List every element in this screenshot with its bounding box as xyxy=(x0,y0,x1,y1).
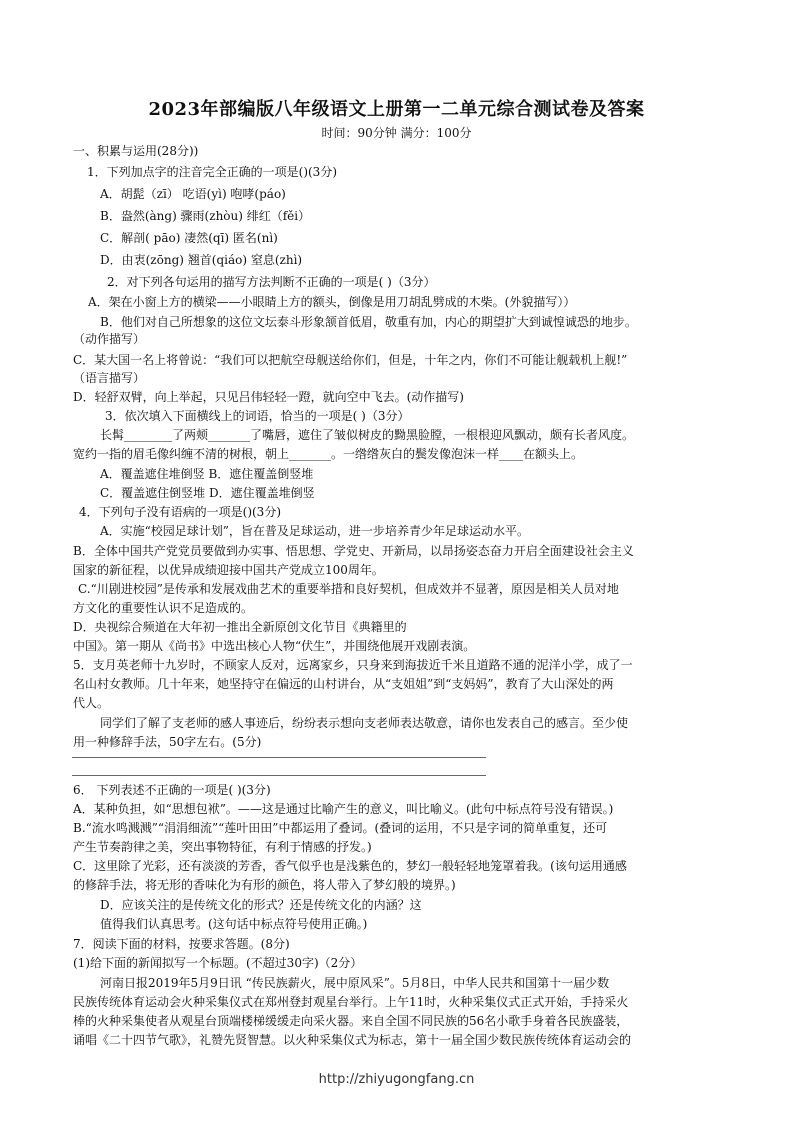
option-line: A．架在小窗上方的横梁——小眼睛上方的额头，倒像是用刀胡乱劈成的木柴。(外貌描写）） xyxy=(88,295,576,309)
option-line: B．盎然(àng) 骤雨(zhòu) 绯红（fěi） xyxy=(100,209,311,223)
question-4: 4．下列句子没有语病的一项是()(3分) xyxy=(79,505,281,519)
sub-question: (1)给下面的新闻拟写一个标题。(不超过30字)（2分） xyxy=(73,956,363,970)
text-line: 产生节奏韵律之美，突出事物特征，有利于情感的抒发。) xyxy=(73,840,372,854)
text-line: 代人。 xyxy=(73,696,110,710)
option-line: A．某种负担，如“思想包袱”。——这是通过比喻产生的意义，叫比喻义。(此句中标点符号没有错误。) xyxy=(73,802,614,816)
text-line: 宽约一指的眉毛像纠缠不清的树根，朝上_______。一绺绺灰白的鬓发像泡沫一样____在额头上。 xyxy=(73,447,584,461)
option-line: C．这里除了光彩，还有淡淡的芳香，香气似乎也是浅紫色的，梦幻一般轻轻地笼罩着我。(该句运用通感 xyxy=(73,859,627,873)
question-3: 3．依次填入下面横线上的词语，恰当的一项是( )（3分） xyxy=(105,409,410,423)
answer-line[interactable] xyxy=(72,775,486,776)
page-title: 2023年部编版八年级语文上册第一二单元综合测试卷及答案 xyxy=(148,99,645,120)
exam-meta: 时间：90分钟 满分：100分 xyxy=(321,126,472,140)
question-1: 1．下列加点字的注音完全正确的一项是()(3分) xyxy=(87,165,337,179)
text-line: 河南日报2019年5月9日讯 “传民族薪火，展中原风采”。5月8日，中华人民共和国第十一届少数 xyxy=(100,976,610,990)
option-line: D．央视综合频道在大年初一推出全新原创文化节目《典籍里的 xyxy=(73,620,407,634)
section-heading: 一、积累与运用(28分)) xyxy=(73,144,199,158)
option-line: D．应该关注的是传统文化的形式？还是传统文化的内涵？这 xyxy=(100,898,422,912)
option-line: A．覆盖遮住堆倒竖 B．遮住覆盖倒竖堆 xyxy=(100,467,314,481)
text-line: 的修辞手法，将无形的香味化为有形的颜色，将人带入了梦幻般的境界。) xyxy=(73,878,456,892)
question-7: 7．阅读下面的材料，按要求答题。(8分) xyxy=(73,937,290,951)
text-line: 长髯________了两颊_______了嘴唇，遮住了皱似树皮的黝黑脸膛，一根根迎风飘动，颇有长者风度。 xyxy=(100,428,635,442)
text-line: 民族传统体育运动会火种采集仪式在郑州登封观星台举行。上午11时，火种采集仪式正式开始，手持采火 xyxy=(73,995,629,1009)
answer-line[interactable] xyxy=(72,757,486,758)
question-6: 6． 下列表述不正确的一项是( )(3分) xyxy=(73,783,271,797)
text-line: 值得我们认真思考。(这句话中标点符号使用正确。) xyxy=(100,917,368,931)
text-line: 名山村女教师。几十年来，她坚持守在偏远的山村讲台，从“支姐姐”到“支妈妈”，教育了大山深处的两 xyxy=(73,677,614,691)
text-line: 棒的火种采集使者从观星台顶端楼梯缓缓走向采火器。来自全国不同民族的56名小歌手身着各民族盛装， xyxy=(73,1014,629,1028)
text-line: （语言描写） xyxy=(73,371,146,385)
option-line: A．胡髭（zī） 吃语(yì) 咆哮(páo) xyxy=(100,187,286,201)
text-line: 诵唱《二十四节气歌》，礼赞先贤智慧。以火种采集仪式为标志，第十一届全国少数民族传统体育运动会的 xyxy=(73,1033,632,1047)
text-line: 同学们了解了支老师的感人事迹后，纷纷表示想向支老师表达敬意，请你也发表自己的感言。至少使 xyxy=(100,716,629,730)
text-line: （动作描写） xyxy=(73,332,146,346)
footer-url: http://zhiyugongfang.cn xyxy=(318,1072,475,1087)
text-line: 中国》。第一期从《尚书》中选出核心人物“伏生”，并围绕他展开戏剧表演。 xyxy=(73,639,476,653)
text-line: 方文化的重要性认识不足造成的。 xyxy=(73,601,254,615)
option-line: B．全体中国共产党党员要做到办实事、悟思想、学党史、开新局，以昂扬姿态奋力开启全面建设社会主义 xyxy=(73,544,634,558)
option-line: A．实施“校园足球计划”，旨在普及足球运动，进一步培养青少年足球运动水平。 xyxy=(100,524,529,538)
text-line: 用一种修辞手法，50字左右。(5分) xyxy=(73,735,262,749)
option-line: C．某大国一名上将曾说：“我们可以把航空母舰送给你们，但是，十年之内，你们不可能让舰载机上舰!” xyxy=(73,353,628,367)
option-line: B.“流水鸣溅溅”“涓涓细流”“莲叶田田”中都运用了叠词。(叠词的运用，不只是字词的简单重复，还可 xyxy=(73,821,608,835)
option-line: C.“川剧进校园”是传承和发展戏曲艺术的重要举措和良好契机，但成效并不显著，原因是相关人员对地 xyxy=(78,582,619,596)
option-line: D．轻舒双臂，向上举起，只见吕伟轻轻一蹬，就向空中飞去。(动作描写) xyxy=(73,390,464,404)
option-line: C．覆盖遮住倒竖堆 D．遮住覆盖堆倒竖 xyxy=(100,486,315,500)
option-line: C．解剖( pāo) 凄然(qī) 匿名(nì) xyxy=(100,231,278,245)
option-line: B．他们对自己所想象的这位文坛泰斗形象颔首低眉，敬重有加，内心的期望扩大到诚惶诚恐的地步。 xyxy=(100,315,637,329)
question-2: 2．对下列各句运用的描写方法判断不正确的一项是( )（3分） xyxy=(107,275,436,289)
question-5: 5．支月英老师十九岁时，不顾家人反对，远离家乡，只身来到海拔近千米且道路不通的泥洋小学，成了一 xyxy=(73,658,633,672)
option-line: D．由衷(zōng) 翘首(qiáo) 窒息(zhì) xyxy=(100,253,303,267)
text-line: 国家的新征程，以优异成绩迎接中国共产党成立100周年。 xyxy=(73,563,384,577)
